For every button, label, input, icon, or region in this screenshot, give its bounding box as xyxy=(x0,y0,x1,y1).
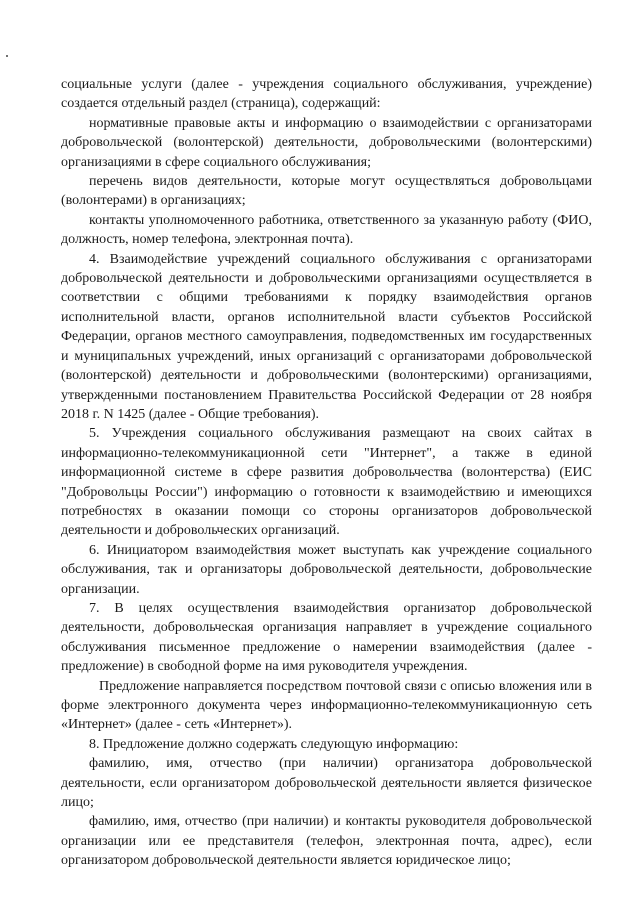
paragraph-5: 4. Взаимодействие учреждений социального обслуживания с организаторами добровольческой деятельности и добровольческими организациями осуществляется в соответствии с общими требованиями к порядку взаимодействия органов исполнительной власти, органов исполнительной власти субъектов Российской Федерации, органов местного самоуправления, подведомственных им государственных и муниципальных учреждений, иных организаций с организаторами добровольческой (волонтерской) деятельности и добровольческими (волонтерскими) организациями, утвержденными постановлением Правительства Российской Федерации от 28 ноября 2018 г. N 1425 (далее - Общие требования). xyxy=(61,251,592,422)
paragraph-8: 7. В целях осуществления взаимодействия организатор добровольческой деятельности, добровольческая организация направляет в учреждение социального обслуживания письменное предложение о намерении взаимодействия (далее - предложение) в свободной форме на имя руководителя учреждения. xyxy=(61,600,592,675)
paragraph-4: контакты уполномоченного работника, ответственного за указанную работу (ФИО, должность, номер телефона, электронная почта). xyxy=(61,212,592,248)
document-body xyxy=(61,75,592,871)
paragraph-1: социальные услуги (далее - учреждения социального обслуживания, учреждение) создается отдельный раздел (страница), содержащий: xyxy=(61,77,592,112)
paragraph-7: 6. Инициатором взаимодействия может выступать как учреждение социального обслуживания, так и организаторы добровольческой деятельности, добровольческие организации. xyxy=(61,542,592,597)
paragraph-9: Предложение направляется посредством почтовой связи с описью вложения или в форме электронного документа через информационно-телекоммуникационную сеть «Интернет» (далее - сеть «Интернет»). xyxy=(61,678,592,733)
paragraph-11: фамилию, имя, отчество (при наличии) организатора добровольческой деятельности, если организатором добровольческой деятельности является физическое лицо; xyxy=(61,756,592,811)
scan-speck xyxy=(6,55,8,57)
paragraph-12: фамилию, имя, отчество (при наличии) и контакты руководителя добровольческой организации или ее представителя (телефон, электронная почта, адрес), если организатором добровольческой деятельности является юридическое лицо; xyxy=(61,814,592,869)
paragraph-6: 5. Учреждения социального обслуживания размещают на своих сайтах в информационно-телекоммуникационной сети "Интернет", а также в единой информационной системе в сфере развития добровольчества (волонтерства) (ЕИС "Добровольцы России") информацию о готовности к взаимодействию и имеющихся потребностях в оказании помощи со стороны организаторов добровольческой деятельности и добровольческих организаций. xyxy=(61,426,592,539)
paragraph-10: 8. Предложение должно содержать следующую информацию: xyxy=(89,736,459,752)
paragraph-2: нормативные правовые акты и информацию о взаимодействии с организаторами добровольческой (волонтерской) деятельности, добровольческими (волонтерскими) организациями в сфере социального обслуживания; xyxy=(61,115,592,170)
paragraph-3: перечень видов деятельности, которые могут осуществляться добровольцами (волонтерами) в организациях; xyxy=(61,174,592,209)
